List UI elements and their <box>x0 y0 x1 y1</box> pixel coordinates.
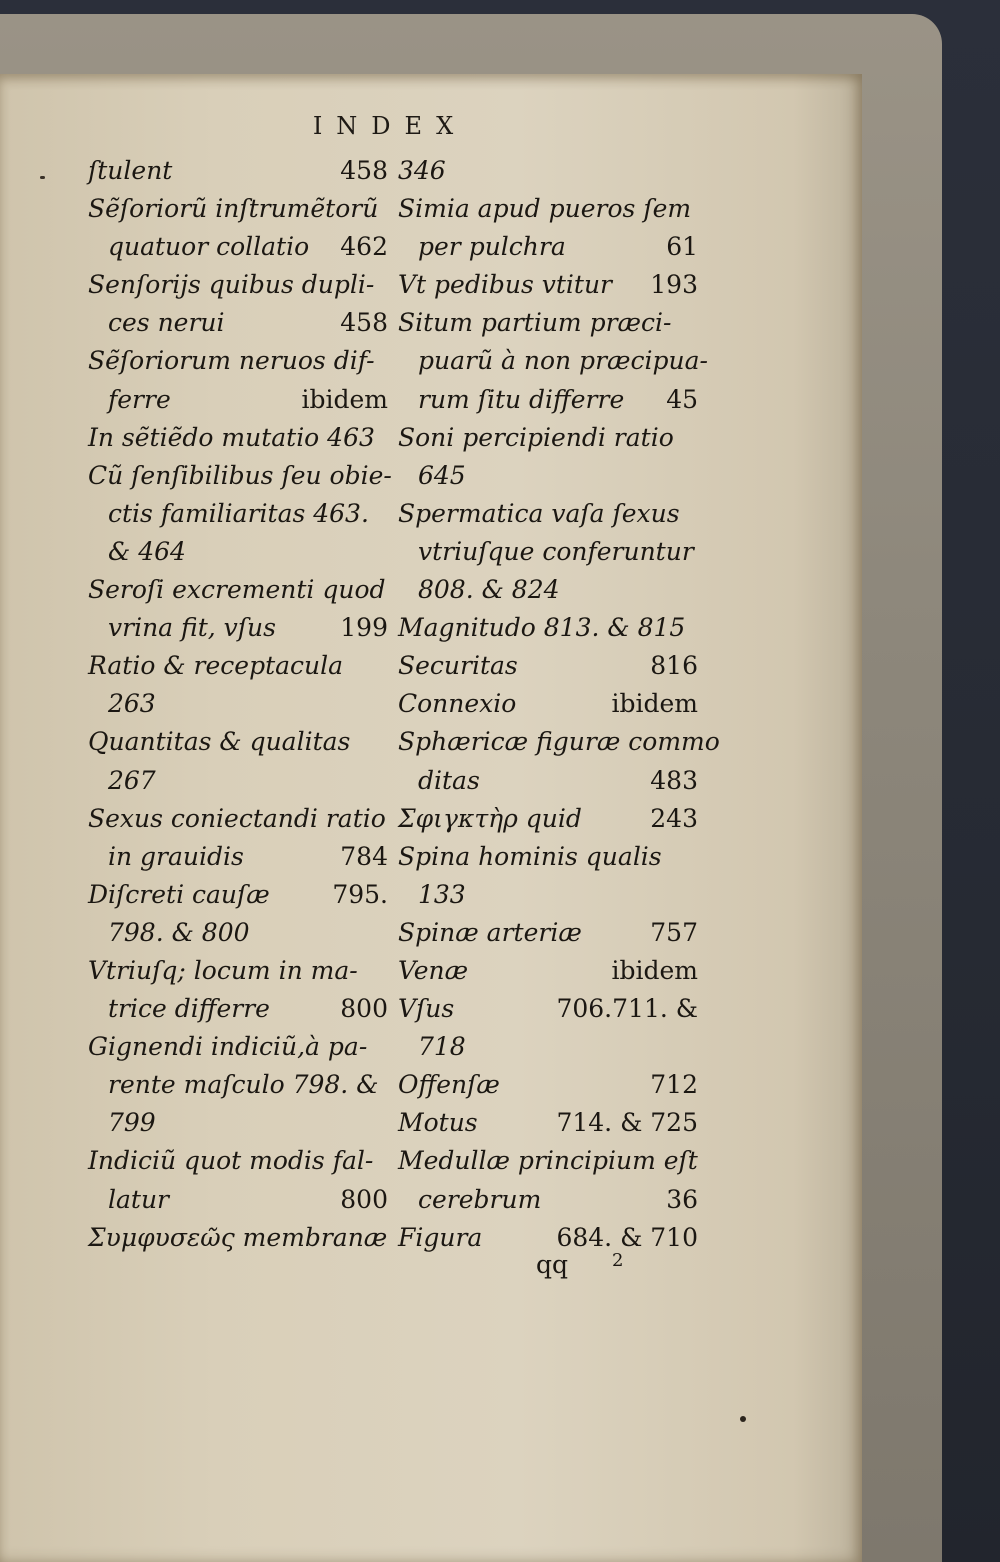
index-entry <box>88 838 388 876</box>
index-entry-page: 712 <box>650 1070 698 1100</box>
index-entry-page: 684. & 710 <box>556 1222 698 1252</box>
index-entry-text: Sẽſoriorum neruos dif- <box>88 346 375 376</box>
index-entry <box>398 876 698 914</box>
index-entry-text: 799 <box>108 1108 156 1138</box>
index-entry-text: 267 <box>108 765 156 795</box>
index-entry <box>398 228 698 266</box>
index-entry-text: 263 <box>108 689 156 719</box>
index-entry-text: 718 <box>418 1032 466 1062</box>
index-entry <box>88 914 388 952</box>
index-entry-text: 798. & 800 <box>108 917 250 947</box>
index-entry <box>88 1181 388 1219</box>
index-entry <box>88 190 388 228</box>
index-entry <box>398 533 698 571</box>
index-entry-text: ferre <box>108 384 171 414</box>
index-entry-text: vtriuſque conferuntur <box>418 536 694 566</box>
index-entry <box>88 457 392 495</box>
index-entry <box>398 1066 698 1104</box>
signature-mark <box>536 1250 623 1279</box>
index-entry-text: puarũ à non præcipua- <box>418 346 708 376</box>
index-entry-text: In sẽtiẽdo mutatio 463 <box>88 422 375 452</box>
index-entry-text: Cũ ſenſibilibus ſeu obie- <box>88 460 392 490</box>
index-entry <box>398 723 720 761</box>
index-entry-page: 199 <box>340 613 388 643</box>
index-entry-text: ſtulent <box>88 156 173 185</box>
index-entry-page: 784 <box>340 841 388 871</box>
index-entry-page: 45 <box>666 384 698 414</box>
ink-dot <box>740 1416 746 1422</box>
index-entry-text: ces nerui <box>108 308 225 338</box>
index-entry-text: Situm partium præci- <box>398 308 672 338</box>
index-entry-page: 795. <box>332 879 388 909</box>
index-entry-text: Diſcreti cauſæ <box>88 879 270 909</box>
index-entry-text: latur <box>108 1184 169 1214</box>
index-entry-text: ctis familiaritas 463. <box>108 498 369 528</box>
index-entry-text: Securitas <box>398 651 518 681</box>
index-entry-page: 483 <box>650 765 698 795</box>
index-entry-text: cerebrum <box>418 1184 542 1214</box>
index-entry-text: rente maſculo 798. & <box>108 1070 379 1100</box>
index-entry <box>398 762 698 800</box>
index-entry-text: Spermatica vaſa ſexus <box>398 498 680 528</box>
index-entry-text: Motus <box>398 1108 478 1138</box>
index-entry <box>88 685 388 723</box>
index-entry-page: 61 <box>666 232 698 262</box>
index-entry <box>398 1104 698 1142</box>
index-entry <box>88 1219 388 1257</box>
index-entry-text: vrina fit, vſus <box>108 613 276 643</box>
index-entry <box>398 914 698 952</box>
index-entry <box>398 342 708 380</box>
index-entry-page: 36 <box>666 1184 698 1214</box>
index-entry <box>398 571 698 609</box>
index-entry <box>398 457 698 495</box>
index-entry-text: Magnitudo 813. & 815 <box>398 613 686 643</box>
index-entry-text: Seroſi excrementi quod <box>88 575 386 605</box>
index-entry-text: Venæ <box>398 955 469 985</box>
index-entry <box>398 190 698 228</box>
index-entry-page: 243 <box>650 803 698 833</box>
index-entry-text: Spina hominis qualis <box>398 841 662 871</box>
index-entry-text: Sexus coniectandi ratio <box>88 803 386 833</box>
index-entry-page: 757 <box>650 917 698 947</box>
index-entry <box>88 1066 388 1104</box>
index-entry <box>88 990 388 1028</box>
index-entry <box>88 647 388 685</box>
index-entry-page: ibidem <box>611 955 698 985</box>
index-entry <box>88 381 388 419</box>
index-entry-page: 800 <box>340 994 388 1024</box>
index-entry <box>398 419 698 457</box>
index-entry <box>88 876 388 914</box>
index-entry-text: trice differre <box>108 994 270 1024</box>
ink-speck <box>40 176 45 179</box>
index-entry <box>88 762 388 800</box>
index-entry <box>398 647 698 685</box>
index-entry-text: Quantitas & qualitas <box>88 727 351 757</box>
index-entry-text: Spinæ arteriæ <box>398 917 582 947</box>
index-entry <box>398 838 698 876</box>
index-entry-page: 458 <box>340 308 388 338</box>
index-entry-text: Sẽſoriorũ inſtrumẽtorũ <box>88 194 379 224</box>
index-entry <box>88 342 388 380</box>
index-entry-text: 133 <box>418 879 466 909</box>
signature-letters: qq <box>536 1250 569 1279</box>
index-entry-text: Σφιγκτὴρ quid <box>398 803 582 833</box>
index-column-left <box>88 152 392 1257</box>
index-entry-page: ibidem <box>301 384 388 414</box>
index-entry <box>398 685 698 723</box>
index-entry-text: Vtriuſq; locum in ma- <box>88 955 358 985</box>
index-entry-text: Ratio & receptacula <box>88 651 344 681</box>
index-entry-text: 645 <box>418 460 466 490</box>
index-entry <box>398 381 698 419</box>
running-head: INDEX <box>312 112 468 140</box>
index-entry <box>88 1104 388 1142</box>
index-entry-text: Sphæricæ figuræ commo <box>398 727 720 757</box>
index-entry <box>88 723 388 761</box>
index-entry <box>398 152 698 190</box>
index-entry <box>88 419 388 457</box>
index-entry-page: 706.711. & <box>556 994 698 1024</box>
index-entry <box>398 266 698 304</box>
index-entry-text: Vſus <box>398 994 455 1024</box>
index-entry <box>88 609 388 647</box>
index-entry <box>398 495 698 533</box>
index-entry <box>88 228 388 266</box>
index-entry <box>398 800 698 838</box>
index-entry-text: Indiciũ quot modis fal- <box>88 1146 374 1176</box>
index-entry <box>88 1028 388 1066</box>
index-entry-text: Senſorijs quibus dupli- <box>88 270 375 300</box>
index-entry <box>398 990 698 1028</box>
index-entry <box>88 1142 388 1180</box>
index-entry-page: 458 <box>340 156 388 185</box>
index-entry-page: 714. & 725 <box>556 1108 698 1138</box>
signature-number: 2 <box>612 1250 624 1271</box>
index-entry <box>398 609 698 647</box>
index-entry-text: Gignendi indiciũ,à pa- <box>88 1032 368 1062</box>
index-entry-text: Συμφυσεῶς membranæ <box>88 1222 388 1252</box>
index-entry <box>88 495 388 533</box>
index-entry-text: per pulchra <box>418 232 566 262</box>
index-entry-text: 346 <box>398 156 446 185</box>
index-entry-text: rum ſitu differre <box>418 384 625 414</box>
index-entry-page: ibidem <box>611 689 698 719</box>
index-entry-text: Medullæ principium eſt <box>398 1146 698 1176</box>
index-entry-page: 193 <box>650 270 698 300</box>
index-entry <box>398 1142 698 1180</box>
index-column-right <box>398 152 720 1257</box>
index-entry-text: in grauidis <box>108 841 244 871</box>
index-entry <box>398 1181 698 1219</box>
index-entry-text: Figura <box>398 1222 483 1252</box>
index-entry-page: 800 <box>340 1184 388 1214</box>
index-entry <box>88 304 388 342</box>
index-entry <box>398 304 698 342</box>
index-entry <box>88 152 388 190</box>
index-entry-text: Soni percipiendi ratio <box>398 422 674 452</box>
index-entry-text: 808. & 824 <box>418 575 560 605</box>
index-entry-text: Vt pedibus vtitur <box>398 270 612 300</box>
index-entry <box>398 1028 698 1066</box>
index-entry-page: 462 <box>340 232 388 262</box>
index-entry-text: ditas <box>418 765 480 795</box>
index-entry-text: Simia apud pueros ſem <box>398 194 692 224</box>
index-entry-page: 816 <box>650 651 698 681</box>
index-entry-text: Connexio <box>398 689 517 719</box>
index-entry <box>88 266 388 304</box>
index-entry <box>88 533 388 571</box>
index-entry <box>88 800 388 838</box>
index-entry <box>88 571 388 609</box>
index-entry <box>88 952 388 990</box>
index-entry-text: & 464 <box>108 536 186 566</box>
index-entry-text: quatuor collatio <box>108 232 310 262</box>
index-entry <box>398 952 698 990</box>
index-entry-text: Offenſæ <box>398 1070 500 1100</box>
